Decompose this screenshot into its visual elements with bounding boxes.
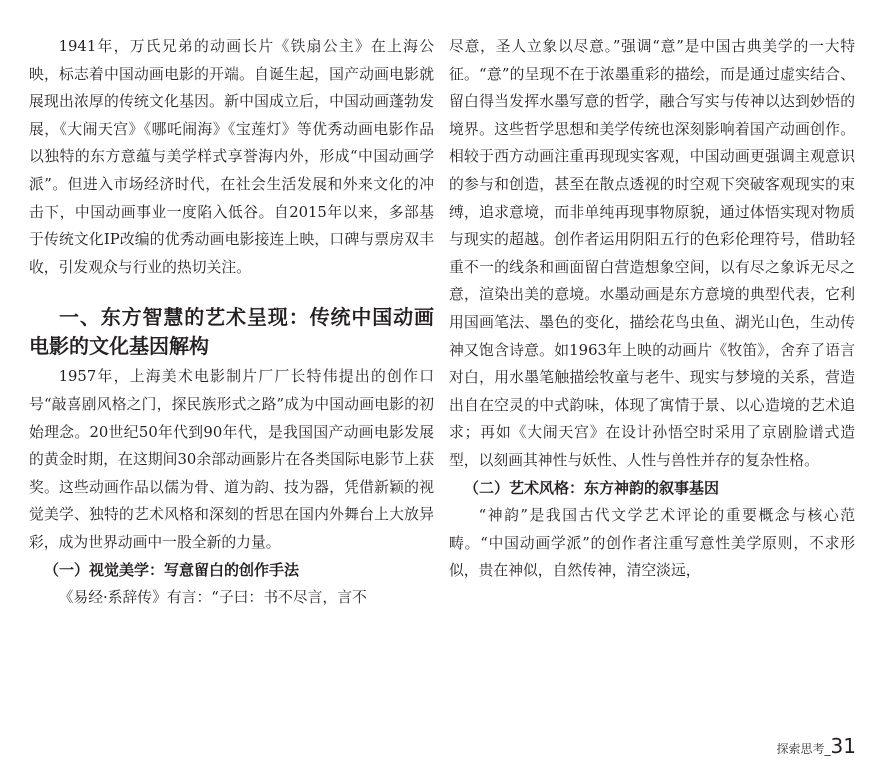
- section-1-paragraph: 1957年，上海美术电影制片厂厂长特伟提出的创作口号“敲喜剧风格之门，探民族形式之路”成为中国动画电影的初始理念。20世纪50年代到90年代，是我国国产动画电影发展的黄金时期，在这期间30余部动画影片在各类国际电影节上获奖。这些动画作品以儒为骨、道为韵、技为器，凭借新颖的视觉美学、独特的艺术风格和深刻的哲思在国内外舞台上大放异彩，成为世界动画中一股全新的力量。: [29, 368, 434, 551]
- subsection-1-paragraph-start: 《易经·系辞传》有言：“子曰：书不尽言，言不: [58, 589, 367, 607]
- section-1-heading: 一、东方智慧的艺术呈现：传统中国动画电影的文化基因解构: [29, 305, 434, 359]
- journal-name: 探索思考: [776, 742, 825, 756]
- page-footer: [777, 734, 856, 758]
- subsection-1-heading: （一）视觉美学：写意留白的创作手法: [44, 560, 300, 579]
- subsection-1-paragraph-continued: 尽意，圣人立象以尽意。”强调“意”是中国古典美学的一大特征。“意”的呈现不在于浓墨重彩的描绘，而是通过虚实结合、留白得当发挥水墨写意的哲学，融合写实与传神以达到妙悟的境界。这些哲学思想和美学传统也深刻影响着国产动画创作。相较于西方动画注重再现现实客观，中国动画更强调主观意识的参与和创造，甚至在散点透视的时空观下突破客观现实的束缚，追求意境，而非单纯再现事物原貌，通过体悟实现对物质与现实的超越。创作者运用阴阳五行的色彩伦理符号，借助轻重不一的线条和画面留白营造想象空间，以有尽之象诉无尽之意，渲染出美的意境。水墨动画是东方意境的典型代表，它利用国画笔法、墨色的变化，描绘花鸟虫鱼、湖光山色，生动传神又饱含诗意。如1963年上映的动画片《牧笛》，舍弃了语言对白，用水墨笔触描绘牧童与老牛、现实与梦境的关系，营造出自在空灵的中式韵味，体现了寓情于景、以心造境的艺术追求；再如《大闹天宫》在设计孙悟空时采用了京剧脸谱式造型，以刻画其神性与妖性、人性与兽性并存的复杂性格。: [449, 38, 855, 469]
- subsection-2-heading: （二）艺术风格：东方神韵的叙事基因: [464, 478, 720, 497]
- right-column: [449, 33, 855, 585]
- page-number: 31: [830, 734, 856, 758]
- intro-paragraph: 1941年，万氏兄弟的动画长片《铁扇公主》在上海公映，标志着中国动画电影的开端。自诞生起，国产动画电影就展现出浓厚的传统文化基因。新中国成立后，中国动画蓬勃发展，《大闹天宫》《哪吒闹海》《宝莲灯》等优秀动画电影作品以独特的东方意蕴与美学样式享誉海内外，形成“中国动画学派”。但进入市场经济时代，在社会生活发展和外来文化的冲击下，中国动画事业一度陷入低谷。自2015年以来，多部基于传统文化IP改编的优秀动画电影接连上映，口碑与票房双丰收，引发观众与行业的热切关注。: [29, 38, 434, 276]
- footer-separator: _: [824, 742, 831, 756]
- subsection-2-paragraph: “神韵”是我国古代文学艺术评论的重要概念与核心范畴。“中国动画学派”的创作者注重写意性美学原则，不求形似，贵在神似，自然传神，清空淡远，: [449, 507, 855, 580]
- left-column: [29, 33, 434, 612]
